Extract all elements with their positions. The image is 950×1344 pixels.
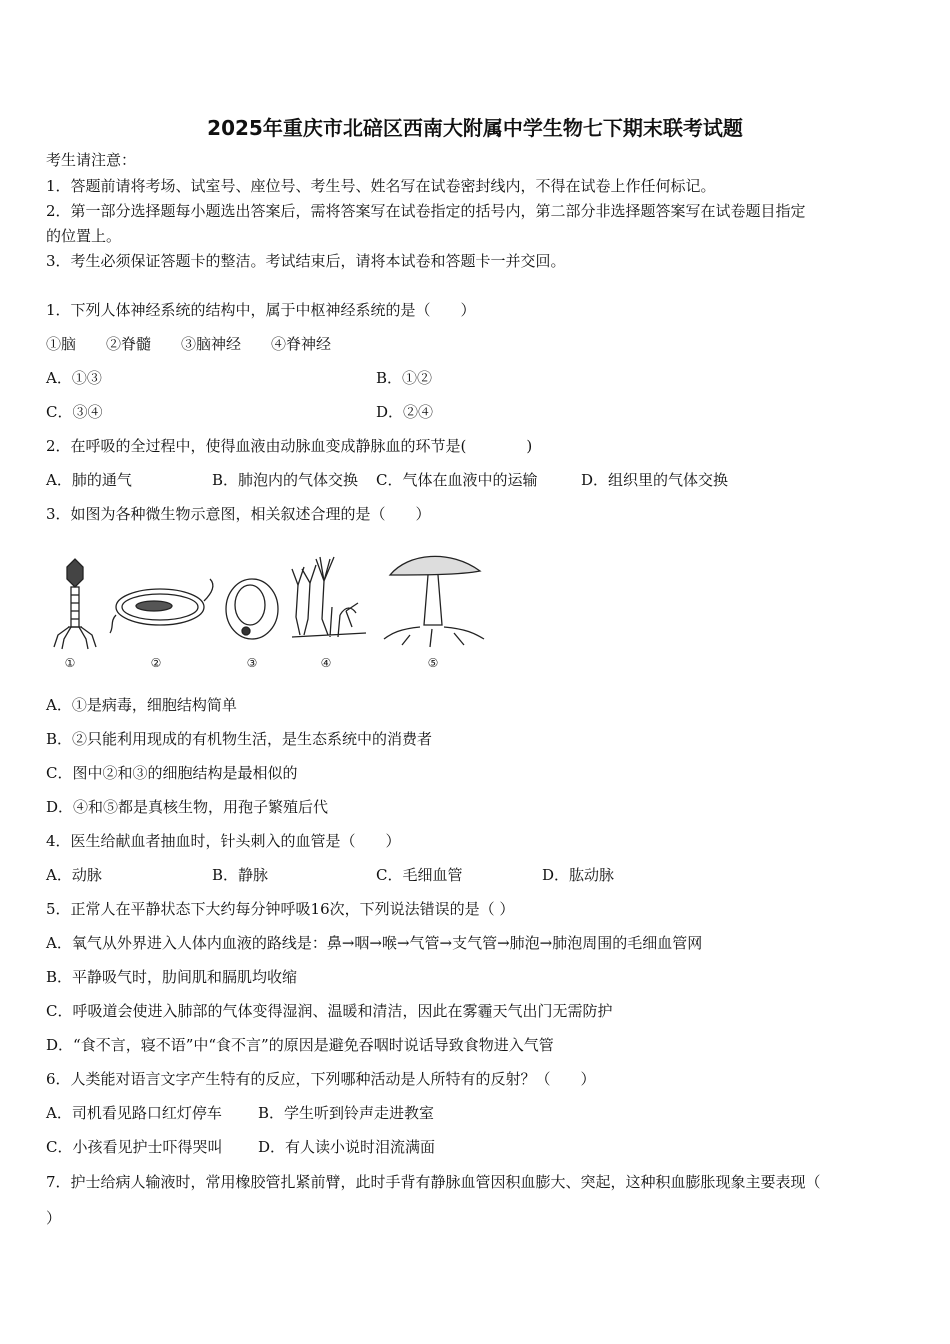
q6-option-b[interactable]: B．学生听到铃声走进教室 [258,1104,435,1122]
q7-stem: 7．护士给病人输液时，常用橡胶管扎紧前臂，此时手背有静脉血管因积血膨大、突起，这种积血膨胀现象主要表现（ [46,1173,821,1191]
q5-stem: 5．正常人在平静状态下大约每分钟呼吸16次，下列说法错误的是（ ） [46,900,515,918]
q2-option-c[interactable]: C．气体在血液中的运输 [376,471,538,489]
q4-option-d[interactable]: D．肱动脉 [542,866,615,884]
q1-items: ①脑 ②脊髓 ③脑神经 ④脊神经 [46,335,332,353]
q7-stem-continued: ） [46,1209,62,1227]
notice-item: 2．第一部分选择题每小题选出答案后，需将答案写在试卷指定的括号内，第二部分非选择题答案写在试卷题目指定 [46,202,806,220]
figure-label: ① [64,656,76,670]
q1-option-b[interactable]: B．①② [376,369,433,387]
mushroom-drawing [384,556,484,647]
q6-option-d[interactable]: D．有人读小说时泪流满面 [258,1138,436,1156]
notice-item: 1．答题前请将考场、试室号、座位号、考生号、姓名写在试卷密封线内，不得在试卷上作任何标记。 [46,177,716,195]
q6-option-c[interactable]: C．小孩看见护士吓得哭叫 [46,1138,223,1156]
bacteriophage-drawing [54,559,96,649]
q1-stem: 1．下列人体神经系统的结构中，属于中枢神经系统的是（ ） [46,301,476,319]
q5-option-c[interactable]: C．呼吸道会使进入肺部的气体变得湿润、温暖和清洁，因此在雾霾天气出门无需防护 [46,1002,613,1020]
yeast-drawing [226,579,278,639]
figure-label: ② [150,656,162,670]
q5-option-d[interactable]: D．“食不言，寝不语”中“食不言”的原因是避免吞咽时说话导致食物进入气管 [46,1036,554,1054]
figure-label: ⑤ [427,656,439,670]
q3-option-a[interactable]: A．①是病毒，细胞结构简单 [46,696,237,714]
q3-stem: 3．如图为各种微生物示意图，相关叙述合理的是（ ） [46,505,431,523]
bacterium-drawing [110,579,213,633]
figure-label: ③ [246,656,258,670]
q2-stem: 2．在呼吸的全过程中，使得血液由动脉血变成静脉血的环节是( ) [46,437,533,455]
q4-option-a[interactable]: A．动脉 [46,866,102,884]
q3-option-b[interactable]: B．②只能利用现成的有机物生活，是生态系统中的消费者 [46,730,433,748]
q2-option-a[interactable]: A．肺的通气 [46,471,132,489]
figure-label: ④ [320,656,332,670]
q6-stem: 6．人类能对语言文字产生特有的反应，下列哪种活动是人所特有的反射？（ ） [46,1070,596,1088]
q1-option-c[interactable]: C．③④ [46,403,103,421]
microorganism-figure [40,545,500,675]
q5-option-a[interactable]: A．氧气从外界进入人体内血液的路线是：鼻→咽→喉→气管→支气管→肺泡→肺泡周围的毛细血管网 [46,934,703,952]
notice-item: 3．考生必须保证答题卡的整洁。考试结束后，请将本试卷和答题卡一并交回。 [46,252,566,270]
mold-drawing [292,557,366,637]
q6-option-a[interactable]: A．司机看见路口红灯停车 [46,1104,222,1122]
q1-option-d[interactable]: D．②④ [376,403,434,421]
q3-option-d[interactable]: D．④和⑤都是真核生物，用孢子繁殖后代 [46,798,329,816]
q5-option-b[interactable]: B．平静吸气时，肋间肌和膈肌均收缩 [46,968,298,986]
q4-stem: 4．医生给献血者抽血时，针头刺入的血管是（ ） [46,832,401,850]
q2-option-d[interactable]: D．组织里的气体交换 [581,471,729,489]
notice-item: 的位置上。 [46,227,122,245]
notice-heading: 考生请注意： [46,151,137,169]
q2-option-b[interactable]: B．肺泡内的气体交换 [212,471,359,489]
page-title: 2025年重庆市北碚区西南大附属中学生物七下期末联考试题 [207,116,743,140]
q4-option-b[interactable]: B．静脉 [212,866,269,884]
q1-option-a[interactable]: A．①③ [46,369,102,387]
q4-option-c[interactable]: C．毛细血管 [376,866,463,884]
q3-option-c[interactable]: C．图中②和③的细胞结构是最相似的 [46,764,298,782]
